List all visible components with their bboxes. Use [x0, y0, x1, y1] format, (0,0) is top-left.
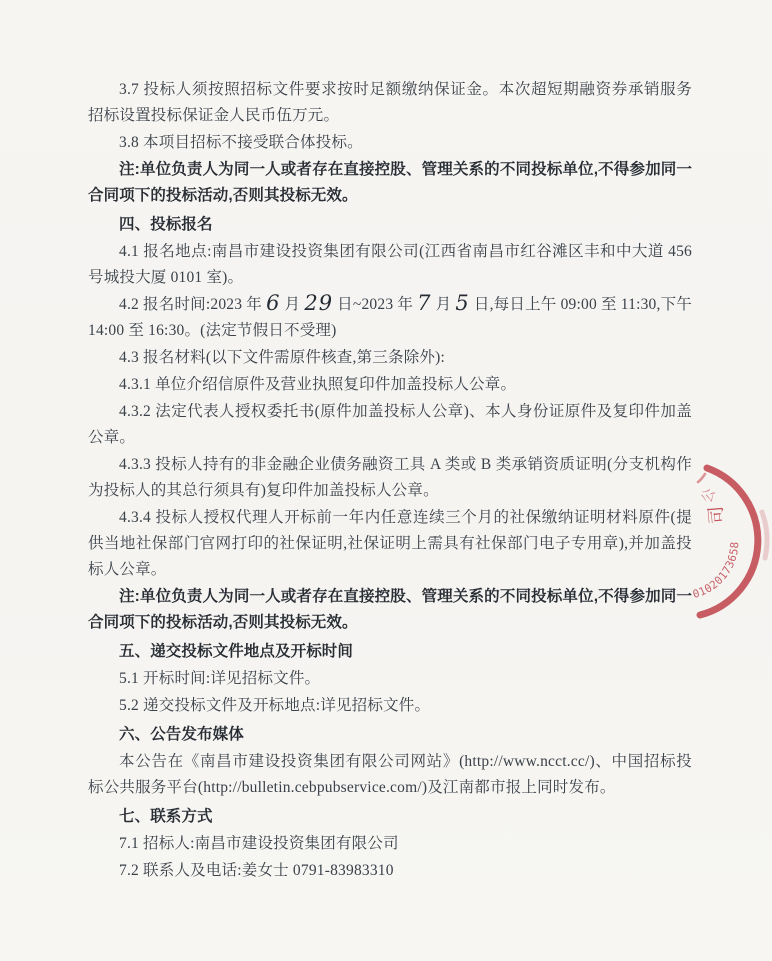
handwritten-day-end: 5 — [455, 291, 470, 315]
clause-3-7: 3.7 投标人须按照招标文件要求按时足额缴纳保证金。本次超短期融资券承销服务招标设置投标保证金人民币伍万元。 — [88, 81, 692, 124]
seal-ring-arc — [700, 468, 758, 615]
seal-smudge — [762, 512, 767, 558]
seal-faded-stroke — [698, 474, 705, 482]
clause-6-announcement-media: 本公告在《南昌市建设投资集团有限公司网站》(http://www.ncct.cc/)、中国招标投标公共服务平台(http://bulletin.cebpubservice.com/)及江南都市报上同时发布。 — [88, 753, 692, 796]
clause-7-1-tenderer: 7.1 招标人:南昌市建设投资集团有限公司 — [119, 835, 399, 852]
seal-serial-number: 01020173658 — [691, 541, 742, 601]
date-text-mid1: 月 — [280, 296, 305, 313]
document-body — [88, 77, 692, 885]
date-text-mid3: 月 — [431, 296, 456, 313]
clause-4-3-4: 4.3.4 投标人授权代理人开标前一年内任意连续三个月的社保缴纳证明材料原件(提供当地社保部门官网打印的社保证明,社保证明上需具有社保部门电子专用章),并加盖投标人公章。 — [88, 509, 692, 578]
seal-glyph-si: 司 — [705, 505, 727, 525]
clause-4-3-2: 4.3.2 法定代表人授权委托书(原件加盖投标人公章)、本人身份证原件及复印件加盖公章。 — [88, 403, 692, 446]
handwritten-month-end: 7 — [417, 291, 432, 315]
clause-4-3-1: 4.3.1 单位介绍信原件及营业执照复印件加盖投标人公章。 — [119, 376, 517, 393]
clause-4-3: 4.3 报名材料(以下文件需原件核查,第三条除外): — [119, 349, 445, 366]
section-5-heading: 五、递交投标文件地点及开标时间 — [119, 643, 354, 660]
note-section-4: 注:单位负责人为同一人或者存在直接控股、管理关系的不同投标单位,不得参加同一合同项下的投标活动,否则其投标无效。 — [88, 588, 692, 631]
date-text-mid2: 日~2023 年 — [333, 296, 418, 313]
svg-text:01020173658 — [691, 541, 741, 601]
clause-5-2: 5.2 递交投标文件及开标地点:详见招标文件。 — [119, 697, 431, 714]
seal-glyph-gong: 公 — [699, 486, 719, 506]
clause-5-1: 5.1 开标时间:详见招标文件。 — [119, 670, 321, 687]
section-4-heading: 四、投标报名 — [119, 216, 213, 233]
clause-3-8: 3.8 本项目招标不接受联合体投标。 — [119, 134, 363, 151]
clause-4-3-3: 4.3.3 投标人持有的非金融企业债务融资工具 A 类或 B 类承销资质证明(分支机构作为投标人的其总行须具有)复印件加盖投标人公章。 — [88, 456, 692, 499]
clause-4-2 — [88, 292, 692, 344]
handwritten-day-start: 29 — [304, 291, 334, 315]
date-text-prefix: 4.2 报名时间:2023 年 — [119, 296, 267, 313]
section-7-heading: 七、联系方式 — [119, 808, 213, 825]
clause-4-1: 4.1 报名地点:南昌市建设投资集团有限公司(江西省南昌市红谷滩区丰和中大道 456 号城投大厦 0101 室)。 — [88, 243, 692, 286]
section-6-heading: 六、公告发布媒体 — [119, 726, 244, 743]
date-text-suffix: 日,每日上午 09:00 至 11:30,下午 14:00 至 16:30。(法定节假日不受理) — [88, 296, 693, 339]
clause-7-2-contact: 7.2 联系人及电话:姜女士 0791-83983310 — [119, 862, 394, 879]
note-section-3: 注:单位负责人为同一人或者存在直接控股、管理关系的不同投标单位,不得参加同一合同项下的投标活动,否则其投标无效。 — [88, 161, 692, 204]
handwritten-month-start: 6 — [266, 291, 281, 315]
